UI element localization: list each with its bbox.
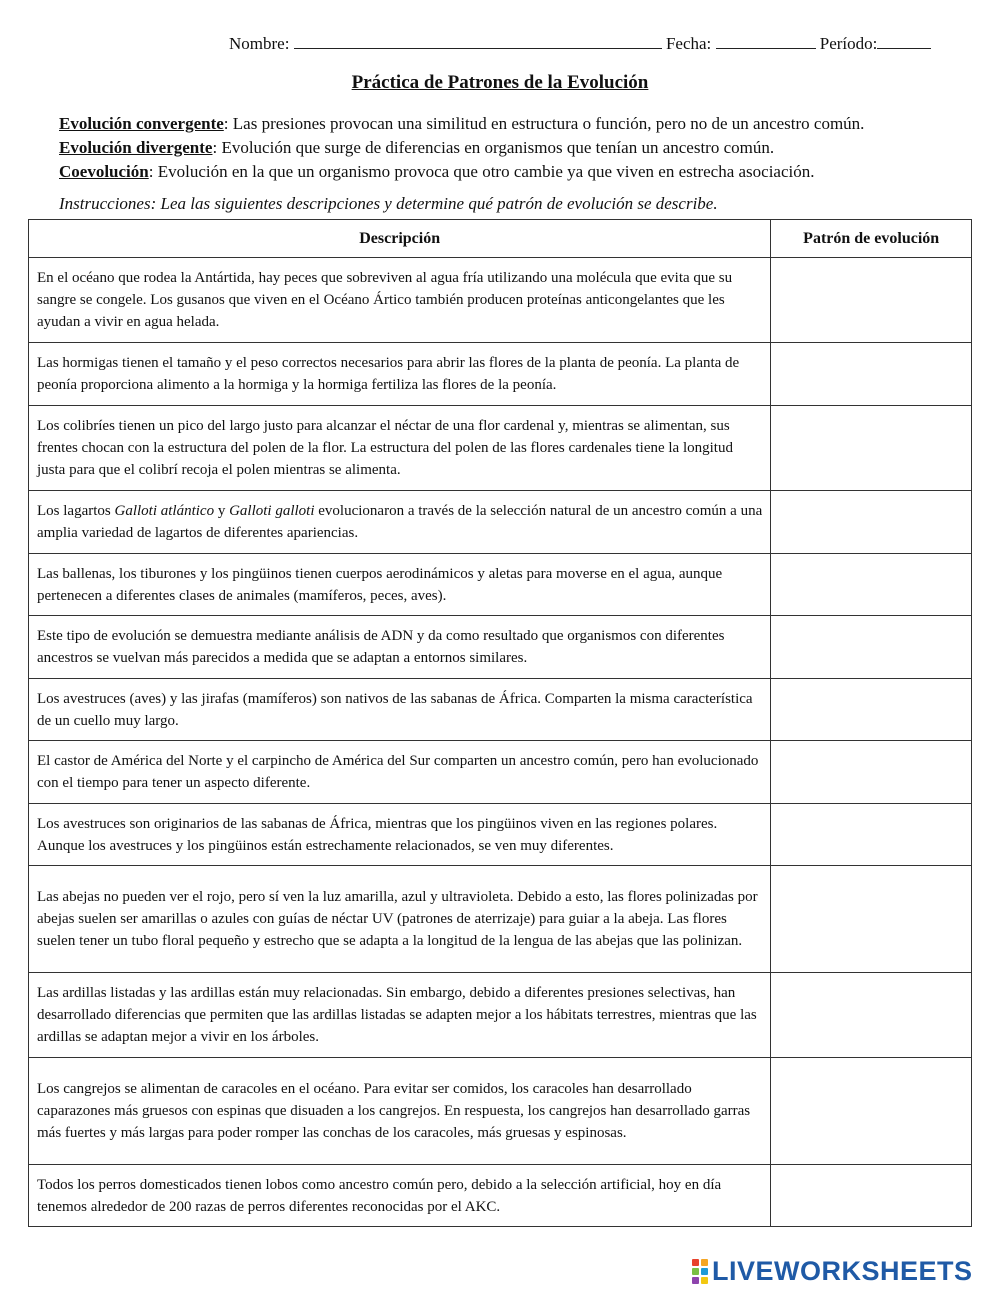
fecha-field[interactable] (716, 34, 816, 49)
row-description: Todos los perros domesticados tienen lobos como ancestro común pero, debido a la selección artificial, hoy en día tenemos alrededor de 200 razas de perros diferentes reconocidas por el AKC. (29, 1165, 771, 1227)
periodo-label: Período: (819, 34, 878, 53)
table-row (29, 973, 972, 1058)
pattern-answer-cell[interactable] (771, 406, 972, 491)
column-header-pattern: Patrón de evolución (771, 220, 972, 258)
pattern-answer-cell[interactable] (771, 343, 972, 406)
table-row (29, 866, 972, 973)
nombre-field[interactable] (294, 34, 662, 49)
pattern-answer-cell[interactable] (771, 491, 972, 554)
table-row (29, 804, 972, 866)
page-title: Práctica de Patrones de la Evolución (351, 72, 649, 93)
row-description: Las ballenas, los tiburones y los pingüinos tienen cuerpos aerodinámicos y aletas para moverse en el agua, aunque pertenecen a diferentes clases de animales (mamíferos, peces, aves). (29, 554, 771, 616)
row-description: Las ardillas listadas y las ardillas están muy relacionadas. Sin embargo, debido a diferentes presiones selectivas, han desarrollado diferencias que permiten que las ardillas listadas se adapten mejor a los hábitats terrestres, mientras que las ardillas se adaptan mejor a vivir en los árboles. (29, 973, 771, 1058)
row-description: Los cangrejos se alimentan de caracoles en el océano. Para evitar ser comidos, los caracoles han desarrollado caparazones más gruesos con espinas que disuaden a los cangrejos. En respuesta, los cangrejos han desarrollado garras más fuertes y más largas para poder romper las conchas de los caracoles, más gruesas y espinosas. (29, 1058, 771, 1165)
nombre-label: Nombre: (229, 34, 290, 53)
table-row (29, 491, 972, 554)
table-header-row (29, 220, 972, 258)
pattern-answer-cell[interactable] (771, 741, 972, 804)
table-row (29, 679, 972, 741)
pattern-answer-cell[interactable] (771, 866, 972, 973)
table-row (29, 406, 972, 491)
row-description: Los colibríes tienen un pico del largo justo para alcanzar el néctar de una flor cardenal y, mientras se alimentan, sus frentes chocan con la estructura del polen de la flor. La estructura del polen de las flores cardenales tiene la longitud justa para que el colibrí recoja el polen mientras se alimenta. (29, 406, 771, 491)
definitions (59, 112, 989, 184)
periodo-field[interactable] (877, 34, 931, 49)
table-row (29, 741, 972, 804)
table-row (29, 1165, 972, 1227)
column-header-description: Descripción (29, 220, 771, 258)
pattern-answer-cell[interactable] (771, 616, 972, 679)
pattern-answer-cell[interactable] (771, 804, 972, 866)
definition-divergent: Evolución divergente: Evolución que surge de diferencias en organismos que tenían un ancestro común. (59, 138, 775, 157)
table-row (29, 258, 972, 343)
definition-convergent: Evolución convergente: Las presiones provocan una similitud en estructura o función, pero no de un ancestro común. (59, 114, 865, 133)
liveworksheets-logo-icon (692, 1259, 708, 1284)
row-description: En el océano que rodea la Antártida, hay peces que sobreviven al agua fría utilizando una molécula que evita que su sangre se congele. Los gusanos que viven en el Océano Ártico también producen proteínas anticongelantes que les ayudan a vivir en agua helada. (29, 258, 771, 343)
row-description: Las hormigas tienen el tamaño y el peso correctos necesarios para abrir las flores de la planta de peonía. La planta de peonía proporciona alimento a la hormiga y la hormiga fertiliza las flores de la peonía. (29, 343, 771, 406)
definition-coevolution: Coevolución: Evolución en la que un organismo provoca que otro cambie ya que viven en estrecha asociación. (59, 162, 815, 181)
evolution-table (28, 219, 972, 1227)
row-description: Las abejas no pueden ver el rojo, pero sí ven la luz amarilla, azul y ultravioleta. Debido a esto, las flores polinizadas por abejas suelen ser amarillas o azules con guías de néctar UV (patrones de aterrizaje) para guiar a la abeja. Las flores suelen tener un tubo floral pequeño y estrecho que se adapta a la longitud de la lengua de las abejas que las polinizan. (29, 866, 771, 973)
table-row (29, 1058, 972, 1165)
table-row (29, 343, 972, 406)
pattern-answer-cell[interactable] (771, 679, 972, 741)
logo-wordmark: LIVEWORKSHEETS (712, 1256, 973, 1286)
row-description: Los avestruces son originarios de las sabanas de África, mientras que los pingüinos viven en las regiones polares. Aunque los avestruces y los pingüinos están estrechamente relacionados, se ven muy diferentes. (29, 804, 771, 866)
student-info-header (229, 34, 969, 54)
pattern-answer-cell[interactable] (771, 258, 972, 343)
row-description: Los lagartos Galloti atlántico y Galloti galloti evolucionaron a través de la selección natural de un ancestro común a una amplia variedad de lagartos de diferentes apariencias. (29, 491, 771, 554)
table-row (29, 616, 972, 679)
pattern-answer-cell[interactable] (771, 1058, 972, 1165)
fecha-label: Fecha: (665, 34, 712, 53)
row-description: El castor de América del Norte y el carpincho de América del Sur comparten un ancestro común, pero han evolucionado con el tiempo para tener un aspecto diferente. (29, 741, 771, 804)
table-row (29, 554, 972, 616)
pattern-answer-cell[interactable] (771, 1165, 972, 1227)
pattern-answer-cell[interactable] (771, 554, 972, 616)
liveworksheets-logo[interactable] (692, 1256, 973, 1287)
row-description: Los avestruces (aves) y las jirafas (mamíferos) son nativos de las sabanas de África. Comparten la misma característica de un cuello muy largo. (29, 679, 771, 741)
row-description: Este tipo de evolución se demuestra mediante análisis de ADN y da como resultado que organismos con diferentes ancestros se vuelvan más parecidos a medida que se adaptan a entornos similares. (29, 616, 771, 679)
instructions: Instrucciones: Lea las siguientes descripciones y determine qué patrón de evolución se describe. (59, 194, 718, 213)
pattern-answer-cell[interactable] (771, 973, 972, 1058)
